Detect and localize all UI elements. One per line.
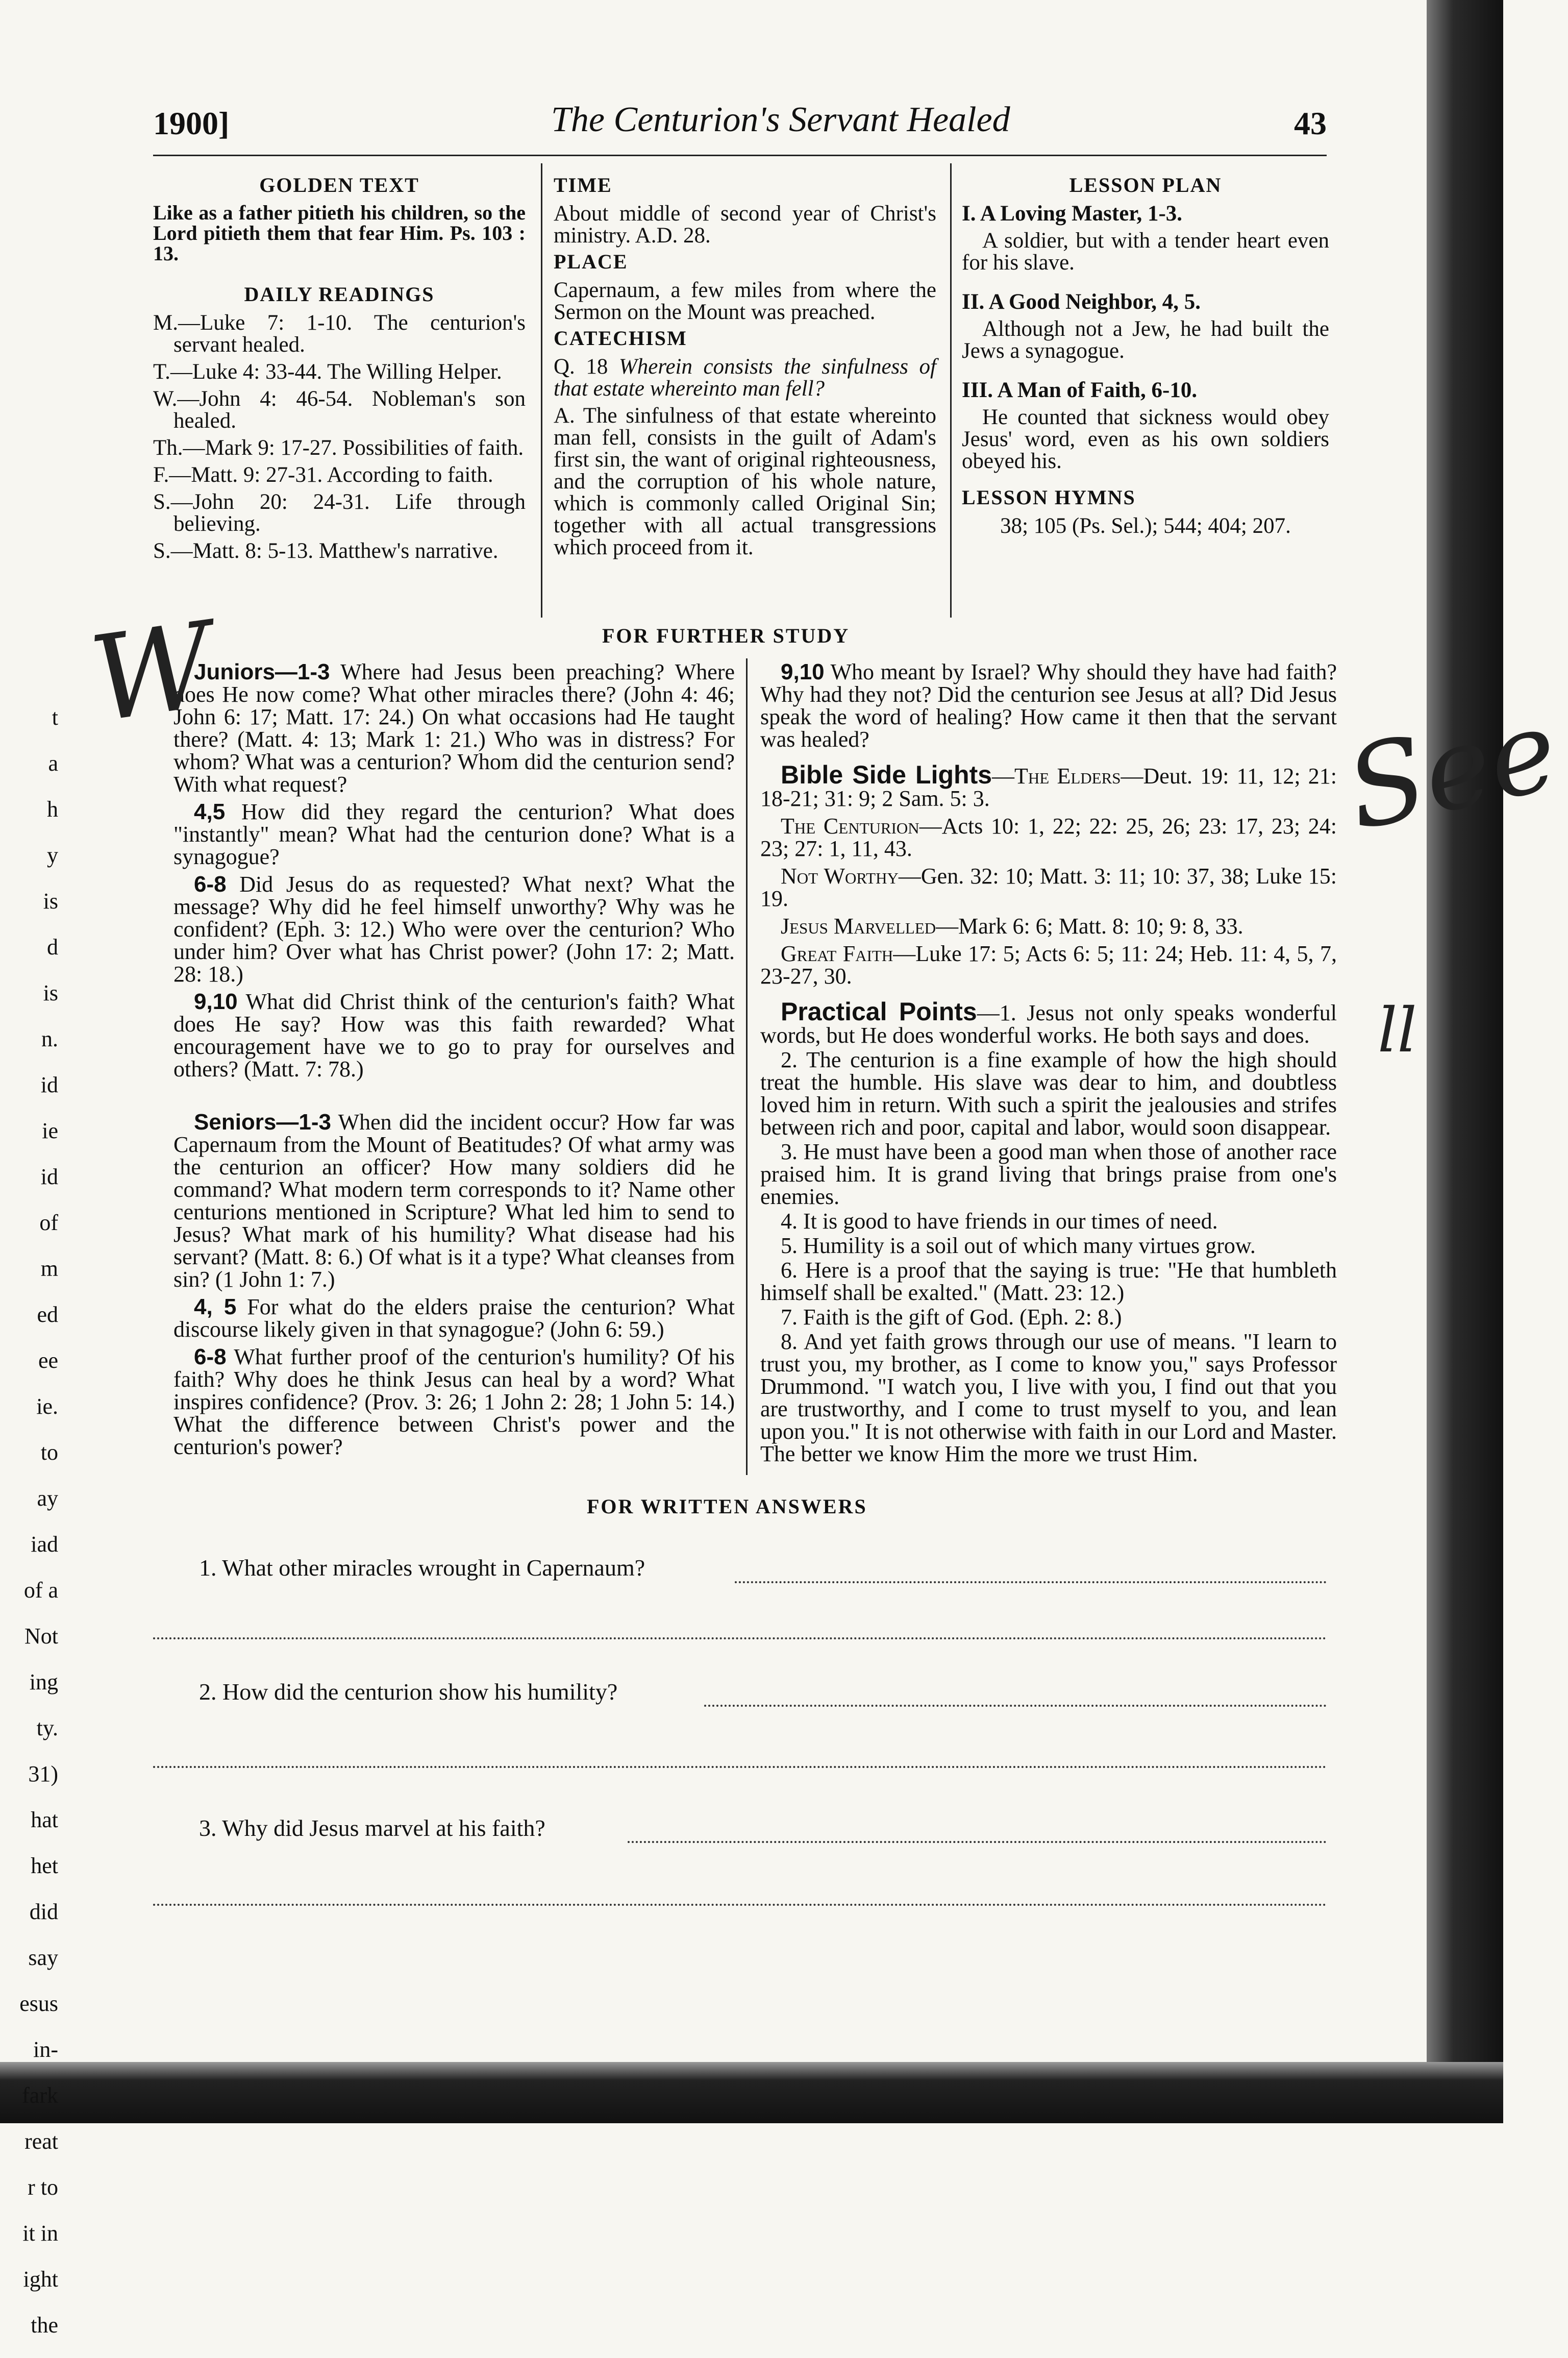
- written-question-1: 1. What other miracles wrought in Capernaum?: [199, 1555, 645, 1581]
- catechism-a-label: A.: [554, 404, 575, 428]
- side-light-topic: The Centurion: [781, 814, 919, 839]
- side-light-item: [760, 815, 1337, 860]
- bible-side-lights: [760, 762, 1337, 988]
- practical-point-text: 6. Here is a proof that the saying is true: "He that humbleth himself shall be exalted." (Matt. 23: 12.): [760, 1258, 1337, 1305]
- margin-fragment: did: [29, 1899, 58, 1924]
- margin-fragment: ay: [37, 1486, 58, 1511]
- seniors-label: 6-8: [194, 1344, 227, 1369]
- scan-edge-right: [1427, 0, 1503, 2123]
- lesson-hymns-heading: LESSON HYMNS: [962, 486, 1136, 509]
- lesson-plan-point-title: I. A Loving Master, 1-3.: [962, 202, 1183, 226]
- written-question-3: 3. Why did Jesus marvel at his faith?: [199, 1815, 545, 1841]
- side-light-item: [760, 915, 1337, 938]
- juniors-paragraph: [173, 873, 735, 986]
- seniors-paragraph: [173, 1296, 735, 1341]
- lesson-plan-point-text: Although not a Jew, he had built the Jews a synagogue.: [962, 317, 1329, 363]
- margin-fragment: of: [39, 1210, 58, 1235]
- side-light-topic: Jesus Marvelled: [781, 914, 936, 939]
- practical-point: [760, 1306, 1337, 1329]
- margin-fragment: 31): [28, 1761, 58, 1786]
- side-light-topic: —The Elders: [992, 764, 1121, 789]
- margin-fragment: Not: [24, 1624, 58, 1649]
- margin-fragment: id: [40, 1164, 58, 1189]
- juniors-text: How did they regard the centurion? What does "instantly" mean? What had the centurion done? What is a synagogue?: [173, 799, 735, 869]
- time-heading: TIME: [554, 174, 612, 196]
- juniors-section: [173, 661, 735, 1080]
- written-question-2: 2. How did the centurion show his humility?: [199, 1679, 618, 1705]
- margin-fragment: reat: [24, 2129, 58, 2154]
- margin-fragment: ie.: [36, 1394, 58, 1419]
- daily-readings-list: [153, 312, 526, 562]
- margin-fragment: ty.: [36, 1715, 58, 1740]
- answer-line-1a[interactable]: [735, 1581, 1327, 1583]
- lesson-plan-points: [962, 203, 1329, 472]
- header-title: The Centurion's Servant Healed: [551, 100, 1010, 139]
- bible-side-lights-heading: Bible Side Lights: [781, 760, 992, 789]
- column-divider-2: [950, 163, 952, 618]
- margin-fragment: fark: [22, 2083, 58, 2108]
- juniors-label: 6-8: [194, 872, 227, 897]
- margin-fragment: of a: [23, 1578, 58, 1603]
- margin-fragment: ee: [38, 1348, 58, 1373]
- practical-point: [760, 1235, 1337, 1257]
- daily-reading-item: T.—Luke 4: 33-44. The Willing Helper.: [153, 360, 502, 384]
- lesson-plan-point-title: II. A Good Neighbor, 4, 5.: [962, 290, 1201, 314]
- juniors-label: Juniors—1-3: [194, 659, 330, 684]
- scan-edge-bottom: [0, 2062, 1503, 2123]
- daily-reading-item: Th.—Mark 9: 17-27. Possibilities of faith.: [153, 436, 524, 460]
- daily-reading-item: S.—Matt. 8: 5-13. Matthew's narrative.: [153, 539, 499, 563]
- daily-reading-item: S.—John 20: 24-31. Life through believing.: [153, 490, 526, 536]
- side-light-topic: Not Worthy: [781, 864, 899, 889]
- column-divider-3: [746, 658, 748, 1475]
- margin-fragment: in-: [33, 2037, 58, 2062]
- margin-fragment: ing: [29, 1669, 58, 1694]
- margin-fragment: ed: [37, 1302, 58, 1327]
- left-margin-fragments: [0, 704, 61, 2358]
- seniors-text: When did the incident occur? How far was Capernaum from the Mount of Beatitudes? Of what army was the centurion an officer? How many soldiers did he command? What modern term corresponds to it? Name other centurions mentioned in Scripture? What led him to send to Jesus? What mark of his humility? What disease had his servant? (Matt. 8: 6.) Of what is it a type? What cleanses from sin? (1 John 1: 7.): [173, 1110, 735, 1292]
- column-divider-1: [541, 163, 542, 618]
- practical-point: [760, 1210, 1337, 1233]
- further-study-left-column: [173, 661, 735, 1463]
- practical-point: [760, 1141, 1337, 1208]
- margin-fragment: n.: [41, 1026, 58, 1051]
- practical-point-text: 5. Humility is a soil out of which many virtues grow.: [781, 1233, 1256, 1258]
- practical-points: [760, 999, 1337, 1465]
- juniors-text: Where had Jesus been preaching? Where does He now come? What other miracles there? (John 4: 46; John 6: 17; Matt. 17: 24.) On what occasions had He taught there? (Matt. 4: 13; Mark 1: 21.) Who was in distress? For whom? What was a centurion? Whom did the centurion send? With what request?: [173, 659, 735, 797]
- margin-fragment: to: [40, 1440, 58, 1465]
- practical-point: [760, 1331, 1337, 1465]
- place-heading: PLACE: [554, 250, 628, 273]
- juniors-text: Did Jesus do as requested? What next? What the message? Why did he feel himself unworthy? Why was he confident? (Eph. 3: 12.) Who were over the centurion? Who under him? Over what has Christ power? (John 17: 2; Matt. 28: 18.): [173, 872, 735, 987]
- side-light-refs: —Gen. 32: 10; Matt. 3: 11; 10: 37, 38; Luke 15: 19.: [760, 864, 1337, 911]
- margin-fragment: is: [43, 889, 58, 914]
- answer-line-2a[interactable]: [704, 1705, 1327, 1707]
- lesson-hymns-text: 38; 105 (Ps. Sel.); 544; 404; 207.: [1000, 514, 1291, 538]
- side-light-refs: —Acts 10: 1, 22; 22: 25, 26; 23: 17, 23; 24: 23; 27: 1, 11, 43.: [760, 814, 1337, 861]
- side-light-refs: —Deut. 19: 11, 12; 21: 18-21; 31: 9; 2 Sam. 5: 3.: [760, 764, 1337, 811]
- side-light-refs: —Mark 6: 6; Matt. 8: 10; 9: 8, 33.: [936, 914, 1243, 939]
- side-light-topic: Great Faith: [781, 941, 893, 966]
- margin-fragment: say: [28, 1945, 58, 1970]
- catechism-question: Wherein consists the sinfulness of that estate whereinto man fell?: [554, 355, 936, 401]
- handwritten-mark-right: See: [1335, 684, 1568, 855]
- lesson-plan-point-text: A soldier, but with a tender heart even for his slave.: [962, 229, 1329, 275]
- seniors-section: [173, 1111, 735, 1458]
- daily-reading-item: W.—John 4: 46-54. Nobleman's son healed.: [153, 387, 526, 433]
- practical-point-text: —1. Jesus not only speaks wonderful words, but He does wonderful works. He both says and does.: [760, 1000, 1337, 1048]
- margin-fragment: d: [47, 935, 58, 960]
- side-light-refs: —Luke 17: 5; Acts 6: 5; 11: 24; Heb. 11: 4, 5, 7, 23-27, 30.: [760, 941, 1337, 989]
- juniors-label: 4,5: [194, 799, 226, 824]
- answer-line-3a[interactable]: [628, 1841, 1327, 1843]
- seniors-text: What further proof of the centurion's humility? Of his faith? Why does he think Jesus can heal by a word? What inspires confidence? (Prov. 3: 26; 1 John 2: 28; 1 John 5: 14.) What the difference between Christ's power and the centurion's power?: [173, 1344, 735, 1459]
- seniors-paragraph: [173, 1111, 735, 1291]
- juniors-label: 9,10: [194, 989, 238, 1014]
- practical-point-text: 7. Faith is the gift of God. (Eph. 2: 8.): [781, 1305, 1122, 1330]
- handwritten-mark-right-small: ll: [1378, 995, 1417, 1066]
- catechism-q-label: Q. 18: [554, 355, 608, 379]
- right-intro-label: 9,10: [781, 659, 825, 684]
- juniors-paragraph: [173, 991, 735, 1080]
- daily-readings-heading: DAILY READINGS: [244, 283, 435, 306]
- handwritten-mark-left: W: [83, 597, 221, 749]
- practical-point: [760, 1259, 1337, 1304]
- practical-point: [760, 999, 1337, 1047]
- side-light-item: [760, 762, 1337, 810]
- practical-point-text: 3. He must have been a good man when those of another race praised him. It is grand living that brings praise from one's enemies.: [760, 1139, 1337, 1209]
- practical-point: [760, 1049, 1337, 1139]
- juniors-text: What did Christ think of the centurion's faith? What does He say? How was this faith rewarded? What encouragement have we to go to pray for ourselves and others? (Matt. 7: 78.): [173, 989, 735, 1082]
- catechism-answer: The sinfulness of that estate whereinto man fell, consists in the guilt of Adam's first sin, the want of original righteousness, and the corruption of his whole nature, which is commonly called Original Sin; together with all actual transgressions which proceed from it.: [554, 404, 936, 559]
- practical-points-heading: Practical Points: [781, 997, 977, 1026]
- margin-fragment: r to: [28, 2175, 58, 2200]
- seniors-paragraph: [173, 1346, 735, 1458]
- margin-fragment: ie: [42, 1118, 58, 1143]
- header-year: 1900]: [153, 105, 230, 141]
- margin-fragment: hat: [31, 1807, 58, 1832]
- margin-fragment: esus: [19, 1991, 58, 2016]
- margin-fragment: a: [48, 751, 58, 776]
- answer-line-2b[interactable]: [153, 1766, 1327, 1768]
- seniors-label: Seniors—1-3: [194, 1110, 331, 1135]
- practical-point-text: 2. The centurion is a fine example of how the high should treat the humble. His slave was dear to him, and doubtless loved him in return. With such a spirit the jealousies and strifes between rich and poor, capital and labor, would soon disappear.: [760, 1047, 1337, 1140]
- header-rule: [153, 155, 1327, 156]
- juniors-paragraph: [173, 801, 735, 868]
- margin-fragment: iad: [31, 1532, 58, 1557]
- margin-fragment: the: [31, 2313, 58, 2338]
- practical-point-text: 8. And yet faith grows through our use of means. "I learn to trust you, my brother, as I come to know you," says Professor Drummond. "I watch you, I live with you, I find out that you are trustworthy, and I come to trust myself to you, and lean upon you." It is not otherwise with faith in our Lord and Master. The better we know Him the more we trust Him.: [760, 1329, 1337, 1466]
- answer-line-3b[interactable]: [153, 1904, 1327, 1906]
- margin-fragment: id: [40, 1072, 58, 1097]
- margin-fragment: het: [31, 1853, 58, 1878]
- side-light-item: [760, 865, 1337, 910]
- side-light-item: [760, 943, 1337, 988]
- right-intro-text: Who meant by Israel? Why should they have had faith? Why had they not? Did the centurion see Jesus at all? Did Jesus speak the word of healing? How came it then that the servant was healed?: [760, 659, 1337, 752]
- page-number: 43: [1294, 105, 1327, 141]
- written-answers-heading: FOR WRITTEN ANSWERS: [587, 1495, 867, 1518]
- seniors-label: 4, 5: [194, 1294, 237, 1319]
- practical-point-text: 4. It is good to have friends in our times of need.: [781, 1209, 1218, 1234]
- page-header: [153, 100, 1327, 156]
- further-study-right-column: [760, 661, 1337, 1467]
- lesson-plan-point-title: III. A Man of Faith, 6-10.: [962, 378, 1198, 402]
- left-top-column: [153, 171, 526, 567]
- margin-fragment: ight: [23, 2267, 58, 2292]
- margin-fragment: is: [43, 980, 58, 1005]
- middle-top-column: [554, 171, 936, 563]
- margin-fragment: m: [40, 1256, 58, 1281]
- daily-reading-item: F.—Matt. 9: 27-31. According to faith.: [153, 463, 493, 487]
- catechism-heading: CATECHISM: [554, 327, 687, 350]
- time-text: About middle of second year of Christ's ministry. A.D. 28.: [554, 202, 936, 248]
- margin-fragment: h: [47, 797, 58, 822]
- juniors-paragraph: [173, 661, 735, 796]
- margin-fragment: t: [52, 705, 58, 730]
- daily-reading-item: M.—Luke 7: 1-10. The centurion's servant healed.: [153, 311, 526, 357]
- margin-fragment: it in: [22, 2221, 58, 2246]
- golden-text-heading: GOLDEN TEXT: [259, 174, 419, 196]
- lesson-plan-heading: LESSON PLAN: [1069, 174, 1222, 196]
- lesson-plan-point-text: He counted that sickness would obey Jesus' word, even as his own soldiers obeyed his.: [962, 405, 1329, 473]
- place-text: Capernaum, a few miles from where the Sermon on the Mount was preached.: [554, 278, 936, 324]
- further-study-heading: FOR FURTHER STUDY: [602, 624, 850, 647]
- seniors-text: For what do the elders praise the centurion? What discourse likely given in that synagogue? (John 6: 59.): [173, 1294, 735, 1342]
- margin-fragment: y: [47, 843, 58, 868]
- right-top-column: [962, 171, 1329, 542]
- golden-text: Like as a father pitieth his children, so the Lord pitieth them that fear Him. Ps. 103 : 13.: [153, 201, 526, 265]
- answer-line-1b[interactable]: [153, 1637, 1327, 1639]
